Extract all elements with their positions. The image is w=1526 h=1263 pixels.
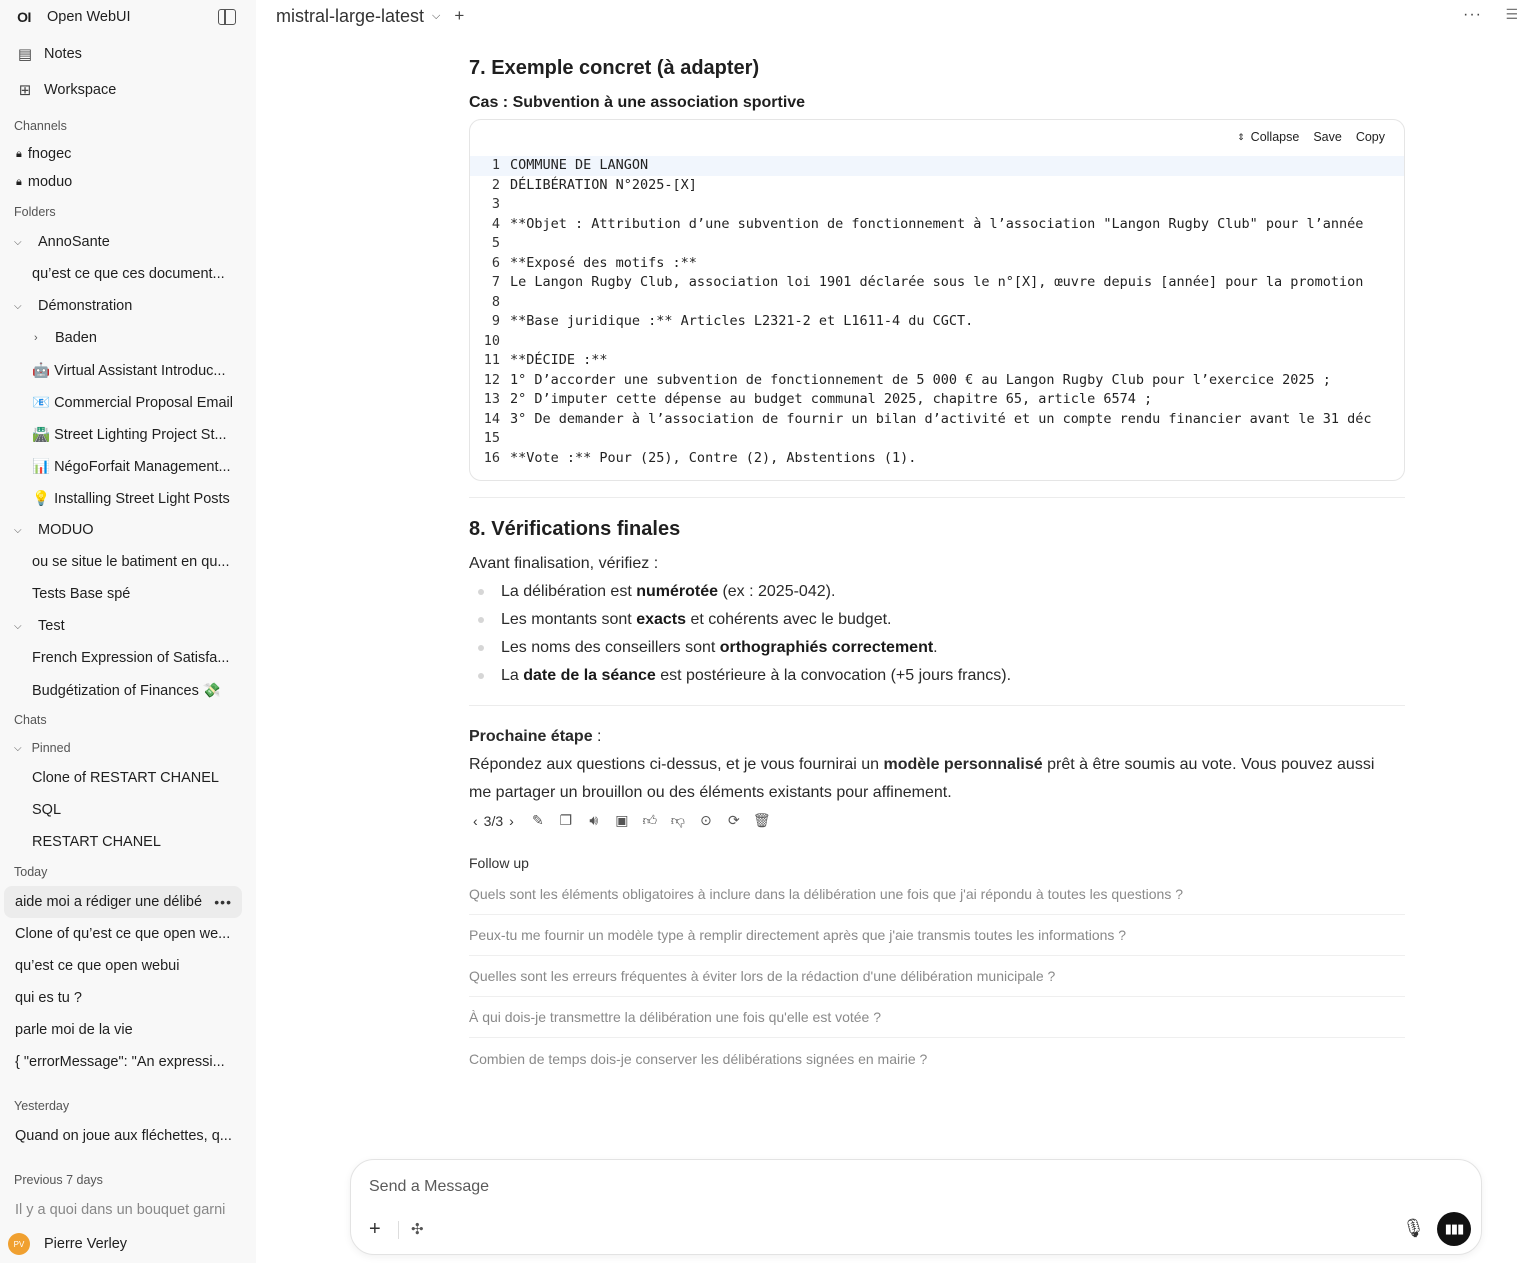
code-line: [470, 254, 1404, 274]
text: prêt à être soumis au vote. Vous pouvez aussi: [1042, 756, 1375, 773]
line-number: 10: [483, 332, 500, 349]
bullet-dot: [478, 589, 484, 595]
chat-label: SQL: [32, 802, 62, 818]
folder-label: Démonstration: [38, 298, 133, 314]
folder-test[interactable]: [0, 610, 256, 642]
voice-mode-button[interactable]: [1437, 1212, 1471, 1246]
folders-label: Folders: [14, 205, 56, 219]
user-menu[interactable]: [0, 1225, 256, 1263]
line-number: 7: [491, 274, 500, 290]
more-options-icon[interactable]: ···: [1463, 6, 1482, 23]
waveform-icon: ▮▮▮: [1444, 1221, 1464, 1236]
chat-label: RESTART CHANEL: [32, 834, 161, 850]
chat-label: aide moi a rédiger une délibé: [15, 894, 203, 910]
model-selector[interactable]: mistral-large-latest: [276, 5, 425, 26]
separator: [398, 1221, 399, 1239]
channel-fnogec[interactable]: [0, 140, 256, 168]
verification-intro: Avant finalisation, vérifiez :: [469, 555, 659, 572]
list-item: [469, 578, 1405, 606]
lock-icon: 🔒︎: [16, 147, 22, 160]
message-toolbar: [473, 812, 776, 829]
divider: [469, 497, 1405, 498]
topbar: [256, 0, 1526, 32]
chevron-down-icon: ⌵: [14, 300, 22, 312]
code-text: 1° D’accorder une subvention de fonctionnement de 5 000 € au Langon Rugby Club pour l’exercice 2025 ;: [510, 371, 1331, 388]
code-text: 2° D’imputer cette dépense au budget communal 2025, chapitre 65, article 6574 ;: [510, 391, 1153, 407]
message-composer: [350, 1159, 1482, 1255]
code-line: [470, 293, 1404, 313]
channel-moduo[interactable]: [0, 168, 256, 196]
channels-label: Channels: [14, 119, 67, 133]
chevron-right-icon[interactable]: ›: [509, 812, 514, 829]
case-title: Cas : Subvention à une association sportive: [469, 94, 806, 111]
list-item-text: [501, 583, 835, 601]
follow-up-title: Follow up: [469, 855, 529, 871]
line-number: 3: [491, 196, 500, 212]
pinned-chat-item[interactable]: [0, 762, 240, 794]
bold-text: Prochaine étape: [469, 728, 593, 745]
sidebar: [0, 0, 256, 1263]
text: .: [933, 639, 938, 656]
notes-icon: ▤: [17, 46, 33, 63]
chat-label: 📧 Commercial Proposal Email: [32, 394, 233, 411]
chat-item[interactable]: [0, 982, 240, 1014]
pinned-chat-item[interactable]: [0, 826, 240, 858]
delete-icon[interactable]: 🗑︎: [752, 812, 771, 828]
nav-notes[interactable]: [0, 36, 256, 72]
text: Les montants sont: [501, 611, 637, 628]
code-line: [470, 351, 1404, 371]
follow-up-list: [469, 874, 1405, 1079]
line-number: 5: [491, 235, 500, 251]
next-step-heading: [469, 723, 602, 751]
text: Répondez aux questions ci-dessus, et je vous fournirai un: [469, 756, 884, 773]
app-logo[interactable]: OI: [17, 9, 31, 25]
code-text: **Vote :** Pour (25), Contre (2), Abstentions (1).: [510, 449, 917, 466]
code-text: DÉLIBÉRATION N°2025-[X]: [510, 176, 697, 193]
channel-label: moduo: [27, 174, 73, 190]
code-actions: [1237, 130, 1385, 144]
line-number: 12: [483, 371, 500, 388]
list-item: [469, 606, 1405, 634]
follow-up-item[interactable]: Combien de temps dois-je conserver les délibérations signées en mairie ?: [469, 1050, 928, 1067]
list-item: [469, 662, 1405, 690]
yesterday-label: Yesterday: [14, 1099, 70, 1113]
folder-chat-item[interactable]: [0, 546, 240, 578]
chats-label: Chats: [14, 713, 47, 727]
bold-text: modèle personnalisé: [883, 756, 1043, 773]
text: (ex : 2025-042).: [718, 583, 836, 600]
folder-label: AnnoSante: [38, 234, 110, 250]
code-line: [470, 312, 1404, 332]
code-text: **Base juridique :** Articles L2321-2 et L1611-4 du CGCT.: [510, 313, 974, 329]
line-number: 13: [483, 391, 500, 407]
folder-chat-item[interactable]: [0, 482, 240, 514]
folder-label: Test: [38, 618, 65, 634]
code-text: Le Langon Rugby Club, association loi 1901 déclarée sous le n°[X], œuvre depuis [année] pour la promotion: [510, 274, 1364, 290]
code-text: COMMUNE DE LANGON: [510, 157, 649, 173]
workspace-icon: ⊞: [18, 82, 32, 99]
bullet-dot: [478, 645, 484, 651]
chevron-right-icon: ›: [34, 332, 38, 344]
previous-7-days-label: Previous 7 days: [14, 1173, 103, 1187]
text: et cohérents avec le budget.: [686, 611, 892, 628]
lock-icon: 🔒︎: [16, 175, 22, 188]
folder-baden[interactable]: [0, 322, 256, 354]
follow-up-item[interactable]: Quels sont les éléments obligatoires à inclure dans la délibération une fois que j'ai répondu à toutes les questions ?: [469, 874, 1405, 915]
text: me partager un brouillon ou des éléments existants pour affinement.: [469, 784, 952, 801]
save-button[interactable]: Save: [1313, 130, 1342, 144]
verification-list: [469, 578, 1405, 690]
active-chat-item[interactable]: [4, 886, 242, 918]
read-aloud-icon[interactable]: 🔊︎: [589, 812, 599, 828]
regenerate-icon[interactable]: ⟳: [727, 812, 740, 828]
app-title[interactable]: Open WebUI: [47, 9, 131, 25]
code-line: [470, 156, 1404, 176]
divider: [469, 705, 1405, 706]
code-text: **Objet : Attribution d’une subvention de fonctionnement à l’association "Langon Rugby Club" pour l’année: [510, 215, 1364, 232]
chat-label: 🤖 Virtual Assistant Introduc...: [32, 362, 226, 379]
collapse-icon: ⇕: [1237, 131, 1245, 142]
chat-label: qu’est ce que ces document...: [32, 266, 225, 282]
channel-label: fnogec: [27, 146, 72, 162]
list-item-text: [501, 611, 891, 629]
today-label: Today: [14, 865, 48, 879]
pinned-label: Pinned: [31, 741, 71, 755]
sidebar-header: [0, 0, 256, 34]
folder-chat-item[interactable]: [0, 354, 240, 386]
line-number: 15: [483, 430, 500, 446]
code-line: [470, 410, 1404, 430]
chat-label: parle moi de la vie: [15, 1022, 133, 1038]
chevron-down-icon: ⌵: [14, 620, 22, 632]
bullet-dot: [478, 617, 484, 623]
add-model-icon[interactable]: +: [454, 6, 465, 25]
avatar: PV: [8, 1233, 30, 1255]
pinned-toggle[interactable]: [0, 734, 256, 762]
code-text: 3° De demander à l’association de fournir un bilan d’activité et un compte rendu financier avant le 31 déc: [510, 410, 1372, 427]
chat-label: 📊 NégoForfait Management...: [32, 458, 231, 475]
more-options-icon[interactable]: •••: [214, 894, 232, 910]
text: :: [592, 728, 602, 745]
response-pager: [473, 813, 514, 829]
nav-notes-label: Notes: [44, 46, 82, 62]
pager-label: 3/3: [483, 812, 504, 829]
copy-button[interactable]: Copy: [1355, 130, 1385, 144]
image-icon[interactable]: ▣: [615, 812, 629, 828]
add-attachment-icon[interactable]: +: [369, 1218, 381, 1240]
bold-text: numérotée: [636, 583, 718, 600]
line-number: 1: [491, 157, 500, 173]
folder-label: Baden: [55, 330, 97, 346]
pinned-chat-item[interactable]: [0, 794, 240, 826]
controls-icon[interactable]: ☰: [1505, 6, 1518, 22]
folder-chat-item[interactable]: [0, 258, 240, 290]
chat-label: Budgétization of Finances 💸: [32, 682, 221, 699]
tools-icon[interactable]: ✣: [411, 1221, 424, 1238]
thumbs-up-icon[interactable]: 👍︎: [642, 812, 658, 828]
list-item-text: [501, 667, 1011, 685]
code-text: **DÉCIDE :**: [510, 352, 608, 368]
chat-label: qui es tu ?: [15, 990, 82, 1006]
line-number: 8: [491, 293, 500, 310]
chat-label: qu’est ce que open webui: [15, 958, 180, 974]
code-line: [470, 273, 1404, 293]
folder-moduo[interactable]: [0, 514, 256, 546]
code-line: [470, 332, 1404, 352]
chat-label: 🛣️ Street Lighting Project St...: [32, 426, 227, 443]
chevron-down-icon: ⌵: [14, 742, 22, 754]
bullet-dot: [478, 673, 484, 679]
user-name: Pierre Verley: [44, 1236, 128, 1252]
chat-item[interactable]: [0, 950, 240, 982]
folder-chat-item[interactable]: [0, 386, 240, 418]
code-line: [470, 390, 1404, 410]
chat-item[interactable]: [0, 1194, 240, 1226]
chat-label: Il y a quoi dans un bouquet garni: [15, 1202, 226, 1218]
text: La: [501, 667, 524, 684]
code-line: [470, 429, 1404, 449]
chevron-left-icon[interactable]: ‹: [473, 812, 478, 829]
follow-up-item[interactable]: Peux-tu me fournir un modèle type à remplir directement après que j'aie transmis toutes les informations ?: [469, 915, 1405, 956]
section-heading-8: 8. Vérifications finales: [469, 518, 681, 540]
code-line: [470, 215, 1404, 235]
chevron-down-icon[interactable]: ⌵: [432, 9, 441, 22]
bold-text: exacts: [636, 611, 687, 628]
edit-icon[interactable]: ✎: [531, 812, 544, 828]
folder-annosante[interactable]: [0, 226, 256, 258]
folder-label: MODUO: [38, 522, 94, 538]
message-input[interactable]: [369, 1178, 1269, 1196]
follow-up-item[interactable]: Quelles sont les erreurs fréquentes à éviter lors de la rédaction d'une délibération municipale ?: [469, 956, 1405, 997]
code-lines: [470, 156, 1404, 468]
text: Les noms des conseillers sont: [501, 639, 720, 656]
chat-label: Tests Base spé: [32, 586, 131, 602]
copy-icon[interactable]: ❐: [559, 812, 573, 828]
chat-label: Clone of qu’est ce que open we...: [15, 926, 231, 942]
list-item: [469, 634, 1405, 662]
line-number: 9: [491, 313, 500, 329]
code-block: [469, 119, 1405, 481]
bold-text: date de la séance: [523, 667, 656, 684]
chat-label: 💡 Installing Street Light Posts: [32, 490, 230, 507]
line-number: 2: [491, 176, 500, 193]
folder-chat-item[interactable]: [0, 450, 240, 482]
code-line: [470, 234, 1404, 254]
code-text: **Exposé des motifs :**: [510, 254, 697, 271]
folder-demonstration[interactable]: [0, 290, 256, 322]
line-number: 6: [491, 254, 500, 271]
line-number: 11: [483, 352, 500, 368]
text: est postérieure à la convocation (+5 jours francs).: [655, 667, 1012, 684]
microphone-icon[interactable]: 🎙︎: [1402, 1218, 1425, 1238]
chat-label: { "errorMessage": "An expressi...: [15, 1054, 225, 1070]
chat-label: Clone of RESTART CHANEL: [32, 770, 219, 786]
chevron-down-icon: ⌵: [14, 236, 22, 248]
code-line: [470, 449, 1404, 469]
folder-chat-item[interactable]: [0, 578, 240, 610]
continue-icon[interactable]: ⊙: [699, 812, 712, 828]
chat-item[interactable]: [0, 1046, 240, 1078]
folder-chat-item[interactable]: [0, 642, 240, 674]
chat-item[interactable]: [0, 1120, 240, 1152]
line-number: 4: [491, 215, 500, 232]
next-step-text: [469, 751, 1405, 807]
chat-label: Quand on joue aux fléchettes, q...: [15, 1128, 232, 1144]
follow-up-item[interactable]: À qui dois-je transmettre la délibération une fois qu'elle est votée ?: [469, 997, 1405, 1038]
chat-label: French Expression of Satisfa...: [32, 650, 230, 666]
chat-label: ou se situe le batiment en qu...: [32, 554, 230, 570]
bold-text: orthographiés correctement: [719, 639, 934, 656]
collapse-button[interactable]: [1237, 130, 1299, 144]
text: La délibération est: [501, 583, 637, 600]
code-line: [470, 176, 1404, 196]
code-line: [470, 195, 1404, 215]
collapse-label: Collapse: [1250, 130, 1300, 144]
section-heading-7: 7. Exemple concret (à adapter): [469, 57, 760, 79]
thumbs-down-icon[interactable]: 👎︎: [670, 812, 685, 828]
list-item-text: [501, 639, 938, 657]
nav-workspace-label: Workspace: [44, 82, 117, 98]
code-line: [470, 371, 1404, 391]
chat-item[interactable]: [0, 1014, 240, 1046]
chevron-down-icon: ⌵: [14, 524, 22, 536]
line-number: 16: [483, 449, 500, 466]
line-number: 14: [483, 410, 500, 427]
sidebar-toggle-icon[interactable]: [218, 9, 236, 25]
chat-item[interactable]: [0, 918, 240, 950]
folder-chat-item[interactable]: [0, 418, 240, 450]
nav-workspace[interactable]: [0, 72, 256, 108]
folder-chat-item[interactable]: [0, 674, 240, 706]
